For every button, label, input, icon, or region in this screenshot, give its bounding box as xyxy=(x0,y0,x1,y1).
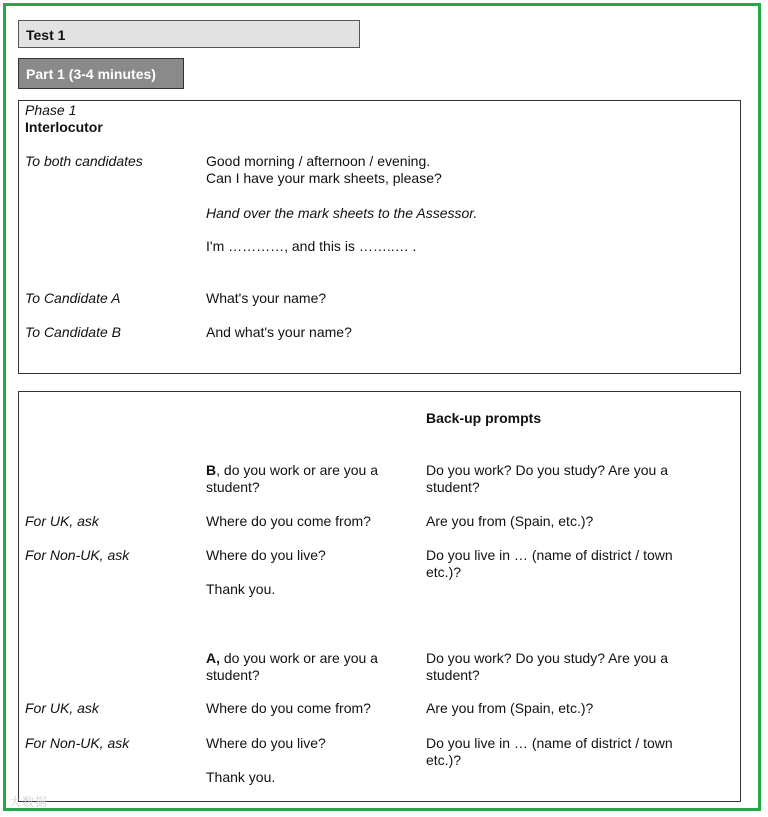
part-title: Part 1 (3-4 minutes) xyxy=(18,58,184,89)
thanks-a: Thank you. xyxy=(206,769,276,785)
phase-panel xyxy=(18,100,741,374)
nonuk-question-a: Where do you live? xyxy=(206,735,326,751)
nonuk-label-a: For Non-UK, ask xyxy=(25,735,130,751)
nonuk-backup-a: Do you live in … (name of district / town etc.)? xyxy=(426,735,673,768)
thanks-b: Thank you. xyxy=(206,581,276,597)
mark-sheets-line: Can I have your mark sheets, please? xyxy=(206,170,442,186)
uk-backup-a: Are you from (Spain, etc.)? xyxy=(426,700,594,716)
uk-backup-b: Are you from (Spain, etc.)? xyxy=(426,513,594,529)
uk-question-a: Where do you come from? xyxy=(206,700,371,716)
interlocutor-label: Interlocutor xyxy=(25,119,103,135)
instruction-line: Hand over the mark sheets to the Assessor. xyxy=(206,205,478,221)
row-label-b: To Candidate B xyxy=(25,324,121,340)
intro-backup-a: Do you work? Do you study? Are you a student? xyxy=(426,650,669,683)
row-label-a: To Candidate A xyxy=(25,290,121,306)
nonuk-label-b: For Non-UK, ask xyxy=(25,547,130,563)
nonuk-question-b: Where do you live? xyxy=(206,547,326,563)
intro-line: I'm …………, and this is ……..… . xyxy=(206,238,417,254)
greeting-line: Good morning / afternoon / evening. xyxy=(206,153,431,169)
backup-header: Back-up prompts xyxy=(426,410,542,426)
intro-question-a: A, do you work or are you a student? xyxy=(206,650,378,683)
name-question-a: What's your name? xyxy=(206,290,327,306)
row-label-both: To both candidates xyxy=(25,153,143,169)
uk-label-b: For UK, ask xyxy=(25,513,99,529)
watermark-logo: 大数据 xyxy=(9,795,49,809)
intro-backup-b: Do you work? Do you study? Are you a student? xyxy=(426,462,669,495)
nonuk-backup-b: Do you live in … (name of district / town etc.)? xyxy=(426,547,673,580)
phase-label: Phase 1 xyxy=(25,102,77,118)
intro-question-b: B, do you work or are you a student? xyxy=(206,462,378,495)
test-title: Test 1 xyxy=(18,20,360,48)
uk-label-a: For UK, ask xyxy=(25,700,99,716)
name-question-b: And what's your name? xyxy=(206,324,352,340)
uk-question-b: Where do you come from? xyxy=(206,513,371,529)
